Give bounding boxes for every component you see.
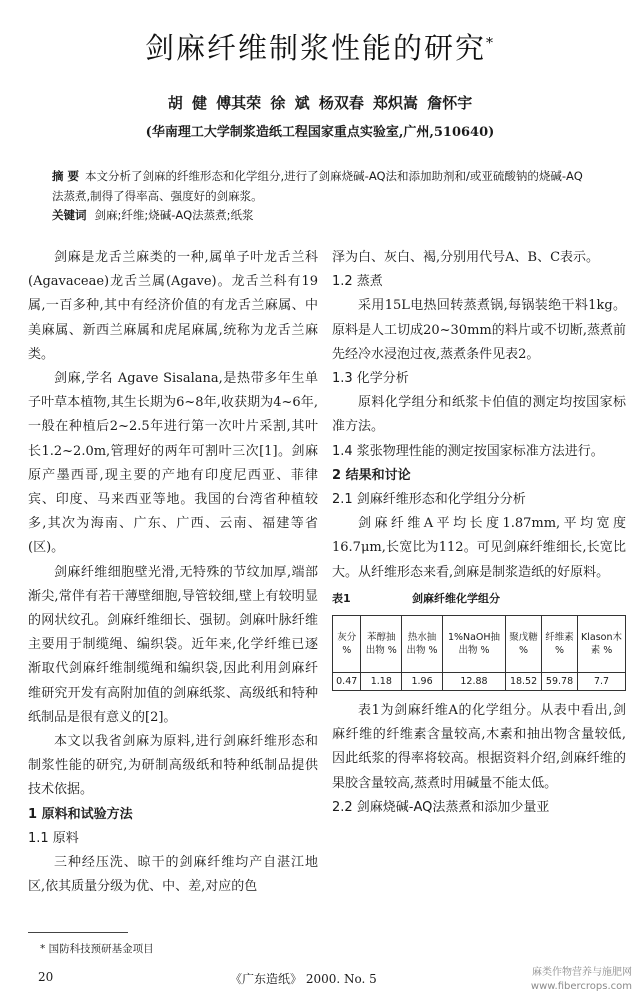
section-heading: 1.3 化学分析 (332, 371, 409, 387)
table-cell: 59.78 (542, 673, 578, 691)
right-column-top (332, 246, 626, 585)
section-heading: 2.2 剑麻烧碱-AQ法蒸煮和添加少量亚 (332, 799, 550, 815)
section-heading: 1.4 浆张物理性能的测定按国家标准方法进行。 (332, 443, 604, 459)
paragraph: 剑麻纤维细胞壁光滑,无特殊的节纹加厚,端部渐尖,常伴有若干薄壁细胞,导管较细,壁上有较明显的网状纹孔。剑麻纤维细长、强韧。剑麻叶脉纤维主要用于制缆绳、编织袋。近年来,化学纤维已逐渐取代剑麻纤维制缆绳和编织袋,因此利用剑麻纤维研究开发有高附加值的剑麻纸浆、高级纸和特种纸制品是很有意义的[2]。 (28, 564, 318, 725)
table-cell: 0.47 (333, 673, 361, 691)
paragraph: 剑麻纤维A平均长度1.87mm,平均宽度16.7μm,长宽比为112。可见剑麻纤维细长,长宽比大。从纤维形态来看,剑麻是制浆造纸的好原料。 (332, 516, 626, 580)
paragraph: 表1为剑麻纤维A的化学组分。从表中看出,剑麻纤维的纤维素含量较高,木素和抽出物含量较低,因此纸浆的得率将较高。根据资料介绍,剑麻纤维的果胶含量较高,蒸煮时用碱量不能太低。 (332, 703, 626, 791)
table-caption (332, 587, 626, 611)
paragraph: 三种经压洗、晾干的剑麻纤维均产自湛江地区,依其质量分级为优、中、差,对应的色 (28, 855, 318, 895)
abstract-text: 本文分析了剑麻的纤维形态和化学组分,进行了剑麻烧碱-AQ法和添加助剂和/或亚硫酸钠的烧碱-AQ法蒸煮,制得了得率高、强度好的剑麻浆。 (52, 169, 583, 203)
table-cell: 1.96 (402, 673, 443, 691)
paragraph: 采用15L电热回转蒸煮锅,每锅装绝干料1kg。原料是人工切成20~30mm的料片或不切断,蒸煮前先经冷水浸泡过夜,蒸煮条件见表2。 (332, 298, 626, 362)
paragraph: 泽为白、灰白、褐,分别用代号A、B、C表示。 (332, 250, 600, 265)
affiliation: (华南理工大学制浆造纸工程国家重点实验室,广州,510640) (145, 125, 495, 140)
table-row (333, 673, 626, 691)
table-cell: 18.52 (506, 673, 542, 691)
table-cell: 7.7 (578, 673, 626, 691)
right-column-bottom (332, 699, 626, 820)
table-header-cell: 苯醇抽出物 % (361, 616, 402, 673)
author-list: 胡 健 傅其荣 徐 斌 杨双春 郑炽嵩 詹怀宇 (167, 94, 473, 112)
watermark-line-1: 麻类作物营养与施肥网 (532, 967, 632, 978)
paper-title: 剑麻纤维制浆性能的研究* (144, 31, 495, 65)
table-header-cell: 聚戊糖 % (506, 616, 542, 673)
section-heading: 2 结果和讨论 (332, 467, 411, 483)
chemical-composition-table (332, 615, 626, 691)
paragraph: 原料化学组分和纸浆卡伯值的测定均按国家标准方法。 (332, 395, 626, 435)
keywords-label: 关键词 (52, 208, 87, 222)
paragraph: 剑麻,学名 Agave Sisalana,是热带多年生单子叶草本植物,其生长期为6~8年,收获期为4~6年,一般在种植后2~2.5年进行第一次叶片采割,其叶长1.2~2.0m,管理好的两年可割叶三次[1]。剑麻原产墨西哥,现主要的产地有印度尼西亚、菲律宾、印度、马来西亚等地。我国的台湾省种植较多,其次为海南、广东、广西、云南、福建等省(区)。 (28, 371, 318, 556)
keywords-text: 剑麻;纤维;烧碱-AQ法蒸煮;纸浆 (94, 208, 254, 222)
table-title: 剑麻纤维化学组分 (412, 591, 500, 605)
table-number: 表1 (332, 591, 351, 605)
section-heading: 2.1 剑麻纤维形态和化学组分分析 (332, 492, 526, 508)
abstract (52, 166, 592, 206)
table-cell: 1.18 (361, 673, 402, 691)
table-cell: 12.88 (442, 673, 505, 691)
footnote-divider (28, 932, 128, 933)
table-header-cell: Klason木素 % (578, 616, 626, 673)
watermark (476, 966, 632, 994)
section-heading: 1.1 原料 (28, 830, 79, 846)
table-header-cell: 热水抽出物 % (402, 616, 443, 673)
title-footnote-mark: * (486, 35, 495, 52)
abstract-label: 摘 要 (52, 169, 80, 183)
table-header-cell: 纤维素 % (542, 616, 578, 673)
paragraph: 剑麻是龙舌兰麻类的一种,属单子叶龙舌兰科(Agavaceae)龙舌兰属(Agave)。龙舌兰科有19属,一百多种,其中有经济价值的有龙舌兰麻属、中美麻属、新西兰麻属和虎尾麻属,统称为龙舌兰麻类。 (28, 250, 318, 362)
left-column (28, 246, 318, 899)
section-heading: 1.2 蒸煮 (332, 274, 383, 290)
keywords (52, 207, 592, 223)
watermark-line-2: www.fibercrops.com (530, 981, 632, 992)
paragraph: 本文以我省剑麻为原料,进行剑麻纤维形态和制浆性能的研究,为研制高级纸和特种纸制品提供技术依据。 (28, 734, 318, 798)
page-number: 20 (38, 970, 54, 984)
footnote: * 国防科技预研基金项目 (40, 943, 154, 955)
table-header-cell: 1%NaOH抽出物 % (442, 616, 505, 673)
journal-info: 《广东造纸》 2000. No. 5 (230, 972, 377, 986)
table-header-cell: 灰分 % (333, 616, 361, 673)
section-heading: 1 原料和试验方法 (28, 806, 133, 822)
table-header-row (333, 616, 626, 673)
right-column (332, 246, 626, 820)
